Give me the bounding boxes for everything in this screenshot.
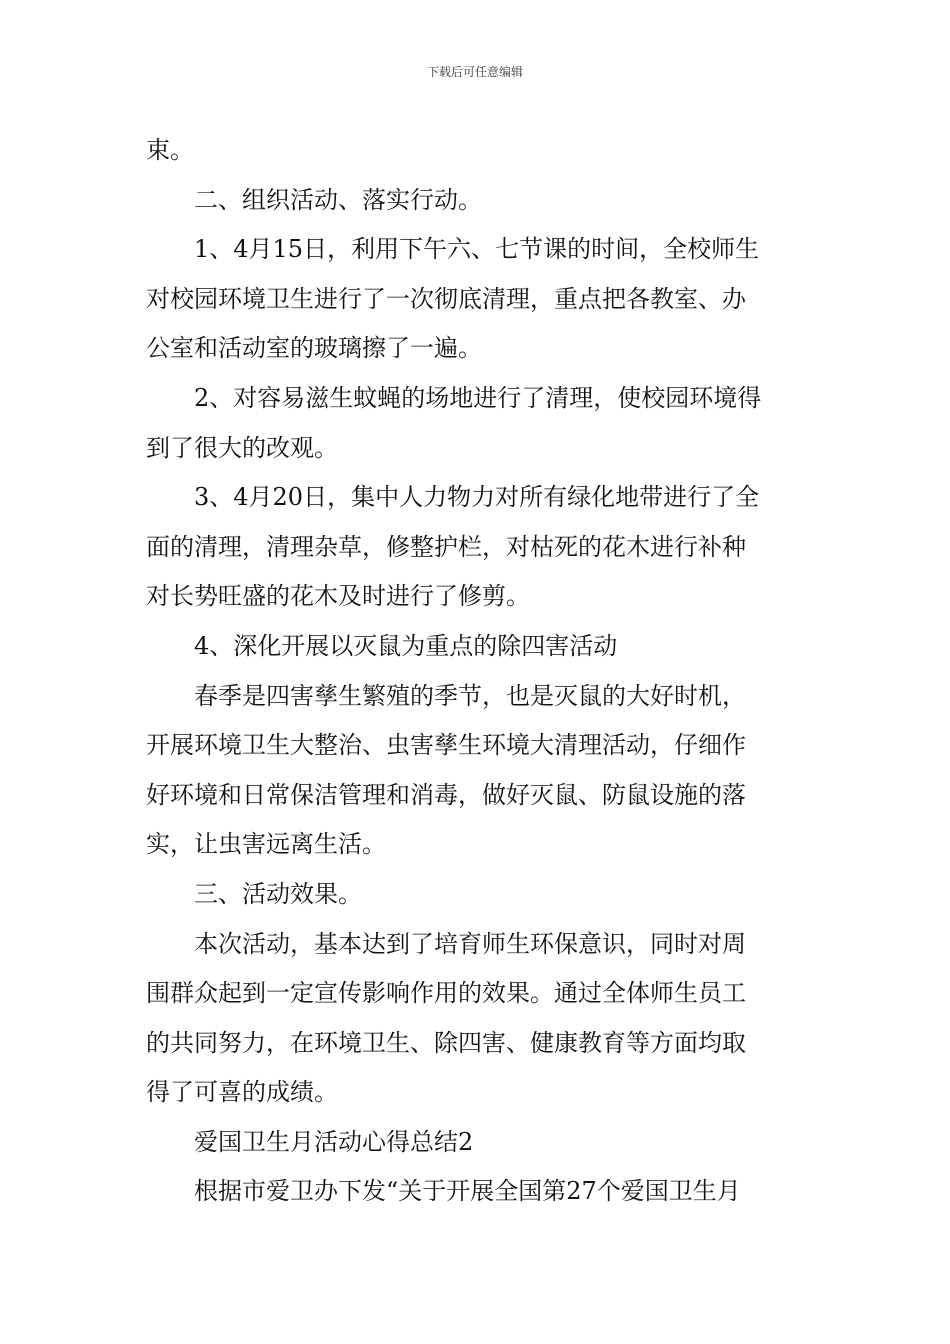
text-line: 本次活动，基本达到了培育师生环保意识，同时对周 [194,929,746,958]
text-line: 围群众起到一定宣传影响作用的效果。通过全体师生员工 [146,979,746,1008]
text-line: 春季是四害孳生繁殖的季节，也是灭鼠的大好时机， [194,681,746,710]
text-line: 得了可喜的成绩。 [146,1078,338,1107]
text-line: 好环境和日常保洁管理和消毒，做好灭鼠、防鼠设施的落 [146,780,746,809]
text-line: 爱国卫生月活动心得总结2 [194,1127,474,1156]
text-line: 二、组织活动、落实行动。 [194,185,482,214]
text-line: 2、对容易滋生蚊蝇的场地进行了清理，使校园环境得 [194,383,762,412]
text-line: 1、4月15日，利用下午六、七节课的时间，全校师生 [194,235,760,264]
text-line: 3、4月20日，集中人力物力对所有绿化地带进行了全 [194,483,760,512]
text-line: 根据市爱卫办下发“关于开展全国第27个爱国卫生月 [194,1177,741,1206]
text-line: 公室和活动室的玻璃擦了一遍。 [146,334,482,363]
document-body [146,126,808,1217]
text-line: 的共同努力，在环境卫生、除四害、健康教育等方面均取 [146,1028,746,1057]
text-line: 对校园环境卫生进行了一次彻底清理，重点把各教室、办 [146,284,746,313]
page-header: 下载后可任意编辑 [426,65,523,79]
text-line: 面的清理，清理杂草，修整护栏，对枯死的花木进行补种 [146,532,746,561]
text-line: 对长势旺盛的花木及时进行了修剪。 [146,582,530,611]
text-line: 三、活动效果。 [194,879,362,908]
text-line: 束。 [146,136,194,164]
text-line: 实，让虫害远离生活。 [146,830,386,859]
text-line: 到了很大的改观。 [146,433,338,462]
text-line: 开展环境卫生大整治、虫害孳生环境大清理活动，仔细作 [146,731,746,760]
text-line: 4、深化开展以灭鼠为重点的除四害活动 [194,631,618,660]
